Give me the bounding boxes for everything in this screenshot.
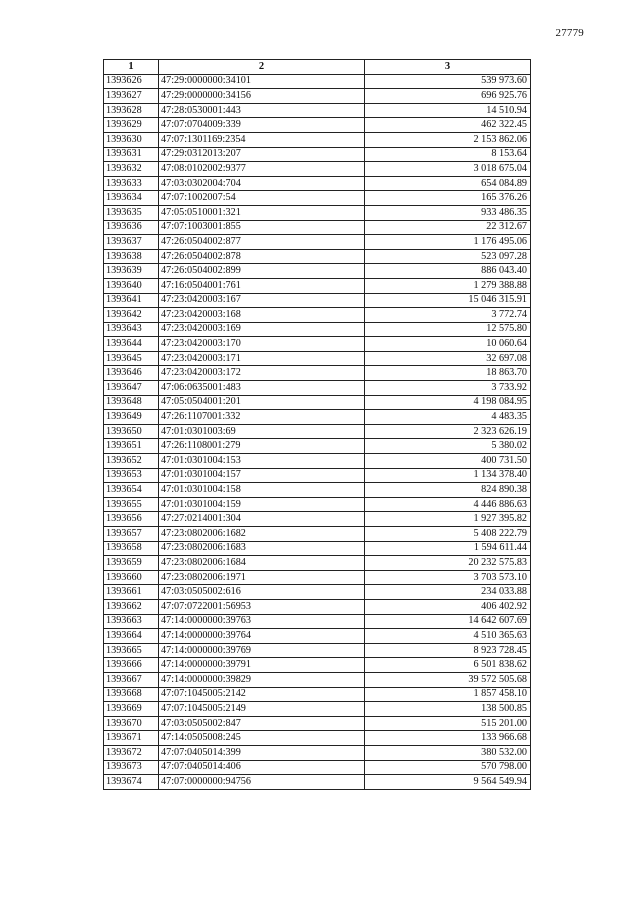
value-cell: 4 198 084.95 <box>365 395 531 410</box>
row-number-cell: 1393656 <box>104 512 159 527</box>
table-row <box>104 570 531 585</box>
row-number-cell: 1393649 <box>104 410 159 425</box>
row-number-cell: 1393657 <box>104 527 159 542</box>
table-row <box>104 702 531 717</box>
table-row <box>104 775 531 790</box>
row-number-cell: 1393667 <box>104 672 159 687</box>
row-number-cell: 1393661 <box>104 585 159 600</box>
cadastral-number-cell: 47:14:0000000:39791 <box>159 658 365 673</box>
value-cell: 4 446 886.63 <box>365 497 531 512</box>
cadastral-number-cell: 47:14:0000000:39764 <box>159 629 365 644</box>
value-cell: 933 486.35 <box>365 205 531 220</box>
row-number-cell: 1393636 <box>104 220 159 235</box>
cadastral-number-cell: 47:01:0301004:159 <box>159 497 365 512</box>
table-row <box>104 74 531 89</box>
table-row <box>104 760 531 775</box>
table-row <box>104 278 531 293</box>
cadastral-number-cell: 47:01:0301004:157 <box>159 468 365 483</box>
row-number-cell: 1393638 <box>104 249 159 264</box>
row-number-cell: 1393646 <box>104 366 159 381</box>
cadastral-number-cell: 47:07:0000000:94756 <box>159 775 365 790</box>
cadastral-number-cell: 47:14:0000000:39829 <box>159 672 365 687</box>
table-row <box>104 205 531 220</box>
row-number-cell: 1393655 <box>104 497 159 512</box>
row-number-cell: 1393650 <box>104 424 159 439</box>
cadastral-number-cell: 47:26:0504002:899 <box>159 264 365 279</box>
value-cell: 1 279 388.88 <box>365 278 531 293</box>
table-row <box>104 395 531 410</box>
row-number-cell: 1393642 <box>104 308 159 323</box>
cadastral-number-cell: 47:07:1002007:54 <box>159 191 365 206</box>
row-number-cell: 1393665 <box>104 643 159 658</box>
value-cell: 14 510.94 <box>365 103 531 118</box>
table-row <box>104 351 531 366</box>
table-row <box>104 454 531 469</box>
cadastral-number-cell: 47:26:0504002:877 <box>159 235 365 250</box>
cadastral-number-cell: 47:23:0420003:172 <box>159 366 365 381</box>
value-cell: 824 890.38 <box>365 483 531 498</box>
cadastral-number-cell: 47:07:1045005:2149 <box>159 702 365 717</box>
value-cell: 6 501 838.62 <box>365 658 531 673</box>
value-cell: 8 153.64 <box>365 147 531 162</box>
row-number-cell: 1393631 <box>104 147 159 162</box>
value-cell: 32 697.08 <box>365 351 531 366</box>
column-header-3: 3 <box>365 60 531 75</box>
cadastral-number-cell: 47:29:0000000:34101 <box>159 74 365 89</box>
value-cell: 10 060.64 <box>365 337 531 352</box>
row-number-cell: 1393627 <box>104 89 159 104</box>
table-row <box>104 512 531 527</box>
cadastral-number-cell: 47:05:0510001:321 <box>159 205 365 220</box>
value-cell: 523 097.28 <box>365 249 531 264</box>
row-number-cell: 1393639 <box>104 264 159 279</box>
table-row <box>104 614 531 629</box>
row-number-cell: 1393635 <box>104 205 159 220</box>
table-row <box>104 672 531 687</box>
cadastral-number-cell: 47:07:1045005:2142 <box>159 687 365 702</box>
row-number-cell: 1393670 <box>104 716 159 731</box>
row-number-cell: 1393671 <box>104 731 159 746</box>
value-cell: 5 408 222.79 <box>365 527 531 542</box>
table-row <box>104 497 531 512</box>
row-number-cell: 1393652 <box>104 454 159 469</box>
row-number-cell: 1393669 <box>104 702 159 717</box>
table-row <box>104 585 531 600</box>
value-cell: 12 575.80 <box>365 322 531 337</box>
data-table-container <box>103 59 530 790</box>
value-cell: 886 043.40 <box>365 264 531 279</box>
column-header-1: 1 <box>104 60 159 75</box>
value-cell: 9 564 549.94 <box>365 775 531 790</box>
value-cell: 165 376.26 <box>365 191 531 206</box>
row-number-cell: 1393651 <box>104 439 159 454</box>
cadastral-number-cell: 47:29:0000000:34156 <box>159 89 365 104</box>
row-number-cell: 1393659 <box>104 556 159 571</box>
cadastral-number-cell: 47:26:0504002:878 <box>159 249 365 264</box>
row-number-cell: 1393654 <box>104 483 159 498</box>
value-cell: 5 380.02 <box>365 439 531 454</box>
value-cell: 8 923 728.45 <box>365 643 531 658</box>
cadastral-number-cell: 47:07:0405014:406 <box>159 760 365 775</box>
value-cell: 570 798.00 <box>365 760 531 775</box>
row-number-cell: 1393644 <box>104 337 159 352</box>
table-row <box>104 381 531 396</box>
table-row <box>104 322 531 337</box>
table-row <box>104 643 531 658</box>
cadastral-number-cell: 47:06:0635001:483 <box>159 381 365 396</box>
value-cell: 22 312.67 <box>365 220 531 235</box>
cadastral-number-cell: 47:07:1003001:855 <box>159 220 365 235</box>
cadastral-number-cell: 47:23:0802006:1682 <box>159 527 365 542</box>
table-body <box>104 74 531 789</box>
table-row <box>104 220 531 235</box>
table-row <box>104 308 531 323</box>
table-row <box>104 483 531 498</box>
row-number-cell: 1393658 <box>104 541 159 556</box>
value-cell: 39 572 505.68 <box>365 672 531 687</box>
data-table <box>103 59 531 790</box>
column-header-2: 2 <box>159 60 365 75</box>
row-number-cell: 1393628 <box>104 103 159 118</box>
table-row <box>104 366 531 381</box>
value-cell: 400 731.50 <box>365 454 531 469</box>
row-number-cell: 1393630 <box>104 132 159 147</box>
table-row <box>104 264 531 279</box>
row-number-cell: 1393674 <box>104 775 159 790</box>
value-cell: 2 153 862.06 <box>365 132 531 147</box>
row-number-cell: 1393632 <box>104 162 159 177</box>
table-row <box>104 658 531 673</box>
table-row <box>104 249 531 264</box>
value-cell: 234 033.88 <box>365 585 531 600</box>
value-cell: 4 510 365.63 <box>365 629 531 644</box>
table-row <box>104 716 531 731</box>
cadastral-number-cell: 47:03:0505002:616 <box>159 585 365 600</box>
table-row <box>104 599 531 614</box>
value-cell: 515 201.00 <box>365 716 531 731</box>
cadastral-number-cell: 47:14:0000000:39763 <box>159 614 365 629</box>
value-cell: 18 863.70 <box>365 366 531 381</box>
table-row <box>104 687 531 702</box>
table-row <box>104 424 531 439</box>
value-cell: 3 772.74 <box>365 308 531 323</box>
table-header <box>104 60 531 75</box>
value-cell: 4 483.35 <box>365 410 531 425</box>
table-row <box>104 541 531 556</box>
row-number-cell: 1393666 <box>104 658 159 673</box>
value-cell: 2 323 626.19 <box>365 424 531 439</box>
value-cell: 133 966.68 <box>365 731 531 746</box>
table-row <box>104 556 531 571</box>
cadastral-number-cell: 47:14:0505008:245 <box>159 731 365 746</box>
cadastral-number-cell: 47:07:0405014:399 <box>159 745 365 760</box>
cadastral-number-cell: 47:26:1108001:279 <box>159 439 365 454</box>
table-row <box>104 176 531 191</box>
row-number-cell: 1393645 <box>104 351 159 366</box>
table-row <box>104 293 531 308</box>
row-number-cell: 1393640 <box>104 278 159 293</box>
value-cell: 3 733.92 <box>365 381 531 396</box>
value-cell: 14 642 607.69 <box>365 614 531 629</box>
page-number: 27779 <box>555 27 584 39</box>
row-number-cell: 1393672 <box>104 745 159 760</box>
value-cell: 539 973.60 <box>365 74 531 89</box>
table-row <box>104 118 531 133</box>
row-number-cell: 1393629 <box>104 118 159 133</box>
cadastral-number-cell: 47:01:0301004:153 <box>159 454 365 469</box>
table-row <box>104 132 531 147</box>
value-cell: 1 134 378.40 <box>365 468 531 483</box>
row-number-cell: 1393648 <box>104 395 159 410</box>
cadastral-number-cell: 47:29:0312013:207 <box>159 147 365 162</box>
value-cell: 1 927 395.82 <box>365 512 531 527</box>
row-number-cell: 1393626 <box>104 74 159 89</box>
cadastral-number-cell: 47:23:0420003:170 <box>159 337 365 352</box>
value-cell: 138 500.85 <box>365 702 531 717</box>
value-cell: 654 084.89 <box>365 176 531 191</box>
value-cell: 3 018 675.04 <box>365 162 531 177</box>
value-cell: 3 703 573.10 <box>365 570 531 585</box>
cadastral-number-cell: 47:23:0420003:169 <box>159 322 365 337</box>
value-cell: 1 176 495.06 <box>365 235 531 250</box>
row-number-cell: 1393668 <box>104 687 159 702</box>
table-row <box>104 410 531 425</box>
cadastral-number-cell: 47:23:0802006:1684 <box>159 556 365 571</box>
value-cell: 696 925.76 <box>365 89 531 104</box>
cadastral-number-cell: 47:01:0301004:158 <box>159 483 365 498</box>
table-row <box>104 103 531 118</box>
cadastral-number-cell: 47:23:0802006:1683 <box>159 541 365 556</box>
table-row <box>104 439 531 454</box>
value-cell: 1 594 611.44 <box>365 541 531 556</box>
table-row <box>104 337 531 352</box>
cadastral-number-cell: 47:16:0504001:761 <box>159 278 365 293</box>
table-row <box>104 89 531 104</box>
cadastral-number-cell: 47:23:0802006:1971 <box>159 570 365 585</box>
table-row <box>104 162 531 177</box>
cadastral-number-cell: 47:03:0302004:704 <box>159 176 365 191</box>
cadastral-number-cell: 47:07:0704009:339 <box>159 118 365 133</box>
row-number-cell: 1393641 <box>104 293 159 308</box>
value-cell: 20 232 575.83 <box>365 556 531 571</box>
table-row <box>104 745 531 760</box>
cadastral-number-cell: 47:26:1107001:332 <box>159 410 365 425</box>
cadastral-number-cell: 47:08:0102002:9377 <box>159 162 365 177</box>
table-row <box>104 629 531 644</box>
value-cell: 1 857 458.10 <box>365 687 531 702</box>
row-number-cell: 1393643 <box>104 322 159 337</box>
table-row <box>104 468 531 483</box>
value-cell: 380 532.00 <box>365 745 531 760</box>
cadastral-number-cell: 47:03:0505002:847 <box>159 716 365 731</box>
cadastral-number-cell: 47:23:0420003:171 <box>159 351 365 366</box>
cadastral-number-cell: 47:28:0530001:443 <box>159 103 365 118</box>
row-number-cell: 1393673 <box>104 760 159 775</box>
value-cell: 406 402.92 <box>365 599 531 614</box>
cadastral-number-cell: 47:27:0214001:304 <box>159 512 365 527</box>
table-row <box>104 191 531 206</box>
table-row <box>104 147 531 162</box>
cadastral-number-cell: 47:23:0420003:167 <box>159 293 365 308</box>
value-cell: 462 322.45 <box>365 118 531 133</box>
cadastral-number-cell: 47:23:0420003:168 <box>159 308 365 323</box>
row-number-cell: 1393647 <box>104 381 159 396</box>
row-number-cell: 1393637 <box>104 235 159 250</box>
row-number-cell: 1393634 <box>104 191 159 206</box>
cadastral-number-cell: 47:05:0504001:201 <box>159 395 365 410</box>
row-number-cell: 1393633 <box>104 176 159 191</box>
row-number-cell: 1393653 <box>104 468 159 483</box>
row-number-cell: 1393662 <box>104 599 159 614</box>
cadastral-number-cell: 47:14:0000000:39769 <box>159 643 365 658</box>
cadastral-number-cell: 47:07:1301169:2354 <box>159 132 365 147</box>
table-row <box>104 235 531 250</box>
table-row <box>104 731 531 746</box>
header-row <box>104 60 531 75</box>
cadastral-number-cell: 47:07:0722001:56953 <box>159 599 365 614</box>
row-number-cell: 1393664 <box>104 629 159 644</box>
row-number-cell: 1393663 <box>104 614 159 629</box>
row-number-cell: 1393660 <box>104 570 159 585</box>
table-row <box>104 527 531 542</box>
value-cell: 15 046 315.91 <box>365 293 531 308</box>
cadastral-number-cell: 47:01:0301003:69 <box>159 424 365 439</box>
